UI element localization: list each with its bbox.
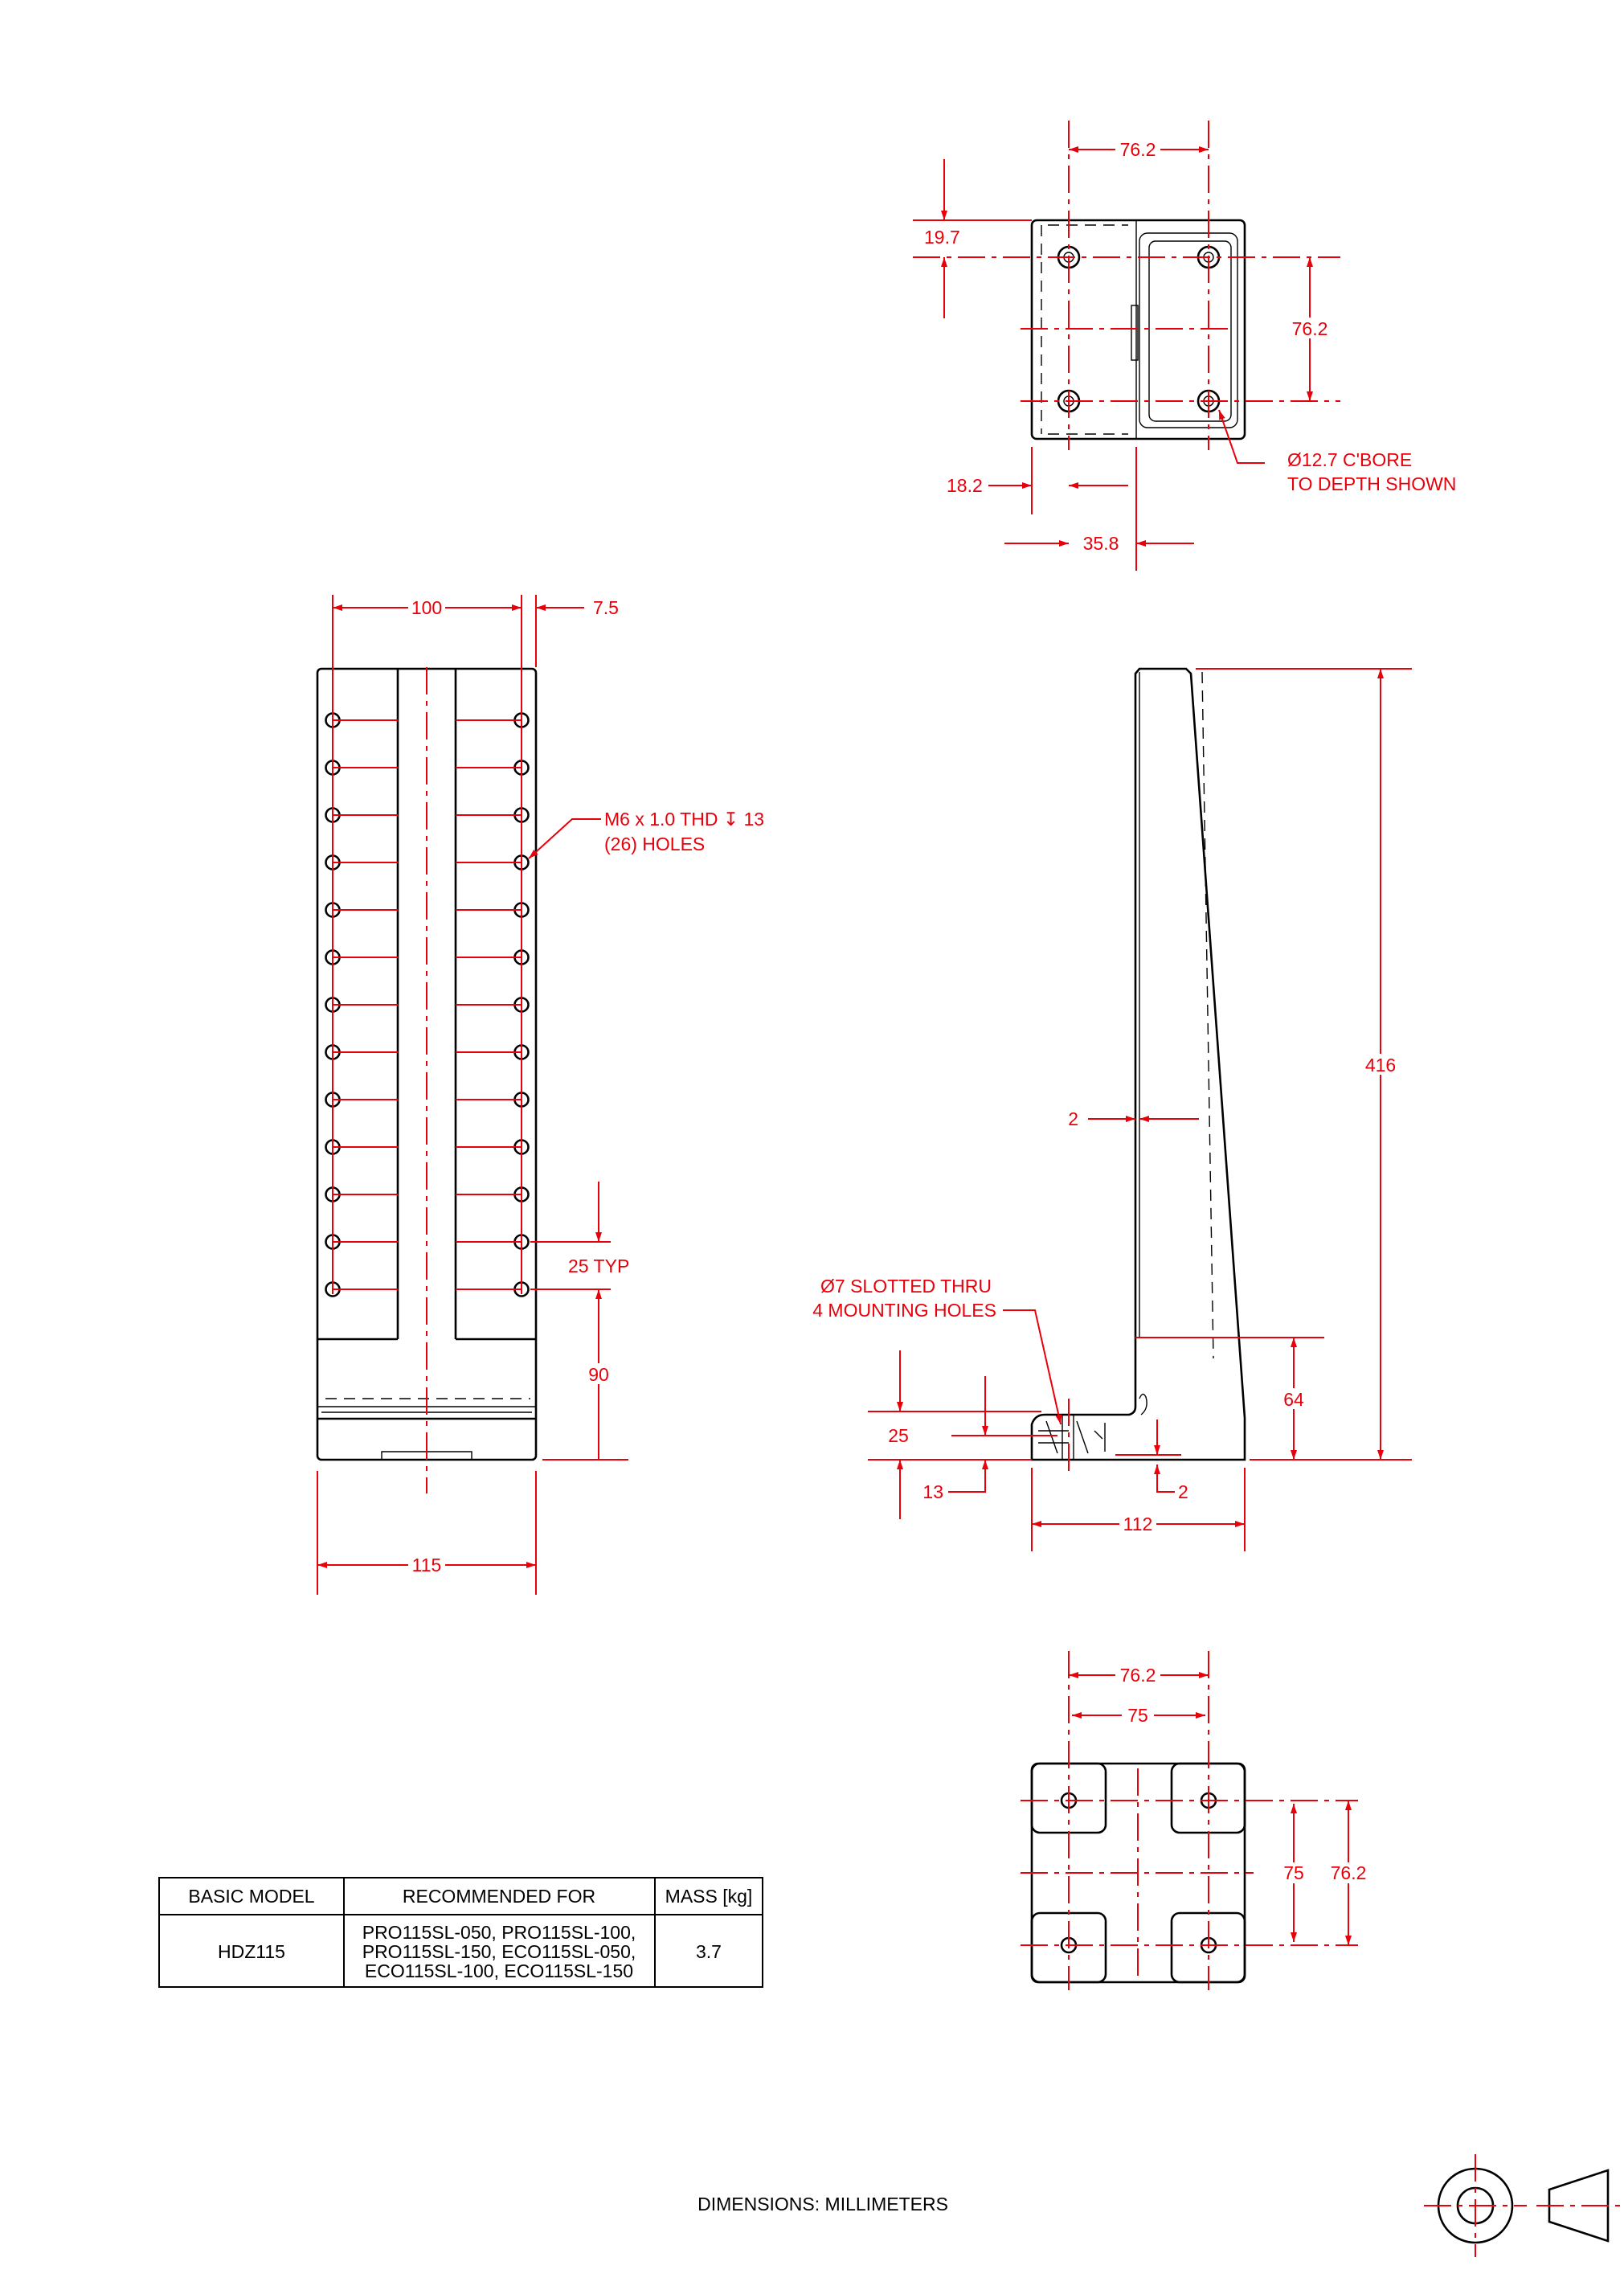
- dim-inner-height: 75: [1283, 1862, 1304, 1883]
- slot-note-line1: Ø7 SLOTTED THRU: [820, 1276, 992, 1297]
- side-view-body: [1032, 669, 1245, 1460]
- dim-left-offset: 18.2: [947, 475, 983, 496]
- dim-pitch: 25 TYP: [568, 1256, 630, 1276]
- top-view-centerlines: [913, 121, 1340, 450]
- dim-right-height: 76.2: [1291, 318, 1328, 339]
- dim-foot-height: 25: [888, 1425, 909, 1446]
- cbore-note-line2: TO DEPTH SHOWN: [1287, 473, 1457, 494]
- dim-hole-span: 100: [411, 597, 443, 618]
- dim-slot-offset: 35.8: [1082, 533, 1119, 554]
- dim-wall: 2: [1068, 1108, 1078, 1129]
- dim-bottom-gap: 2: [1178, 1481, 1188, 1502]
- dim-base-height: 64: [1283, 1389, 1304, 1410]
- table-cell-mass: 3.7: [696, 1941, 722, 1962]
- dim-outer-width: 76.2: [1119, 1665, 1156, 1686]
- table-header-recommended: RECOMMENDED FOR: [402, 1886, 596, 1907]
- dim-edge-offset: 7.5: [593, 597, 619, 618]
- third-angle-projection-icon: [1424, 2154, 1620, 2257]
- dim-height: 416: [1364, 1055, 1397, 1075]
- top-view-dimensions: [913, 139, 1456, 571]
- units-note: DIMENSIONS: MILLIMETERS: [697, 2194, 948, 2214]
- top-view: [913, 121, 1456, 571]
- table-cell-recommended-line3: ECO115SL-100, ECO115SL-150: [364, 1960, 634, 1981]
- dim-depth: 112: [1123, 1514, 1153, 1534]
- table-cell-model: HDZ115: [218, 1941, 285, 1962]
- side-view-dimensions: [812, 669, 1412, 1551]
- side-view: [812, 669, 1412, 1551]
- thread-note-line2: (26) HOLES: [604, 834, 706, 854]
- dim-top-offset: 19.7: [924, 227, 960, 248]
- dim-slot-height: 13: [922, 1481, 943, 1502]
- dim-outer-height: 76.2: [1330, 1862, 1367, 1883]
- dim-bottom-first-hole: 90: [588, 1364, 609, 1385]
- front-view-centerlines: [333, 595, 522, 1493]
- cbore-note-line1: Ø12.7 C'BORE: [1287, 449, 1413, 470]
- dim-top-width: 76.2: [1119, 139, 1156, 160]
- table-cell-recommended-line2: PRO115SL-150, ECO115SL-050,: [362, 1941, 636, 1962]
- slot-note-line2: 4 MOUNTING HOLES: [812, 1300, 996, 1321]
- table-header-mass: MASS [kg]: [665, 1886, 753, 1907]
- thread-note-line1: M6 x 1.0 THD ↧ 13: [604, 809, 765, 830]
- front-view: [317, 595, 764, 1595]
- front-view-dimensions: [317, 595, 764, 1595]
- model-table: [159, 1878, 763, 1987]
- bottom-view-dimensions: [1069, 1665, 1371, 1945]
- table-header-model: BASIC MODEL: [188, 1886, 315, 1907]
- dim-inner-width: 75: [1127, 1705, 1148, 1726]
- table-cell-recommended-line1: PRO115SL-050, PRO115SL-100,: [362, 1922, 636, 1943]
- dim-overall-width: 115: [411, 1555, 442, 1575]
- bottom-view: [1021, 1651, 1371, 1990]
